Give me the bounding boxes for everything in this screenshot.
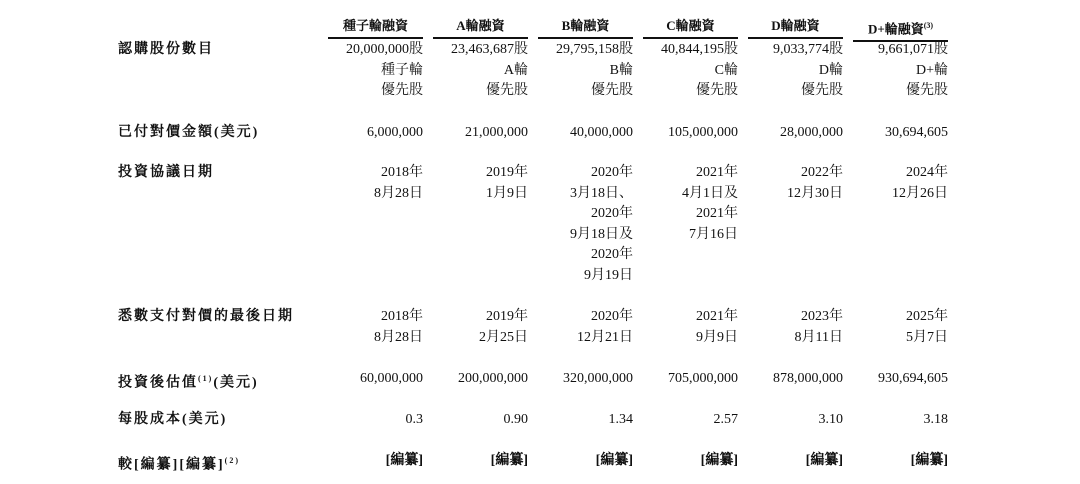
cell-line: 優先股 [486,83,528,98]
row-label-text: 每股成本(美元) [118,412,228,427]
table-cell [638,307,738,348]
cell-line: 種子輪 [381,62,423,78]
table-cell [743,307,843,348]
cell-line: 8月11日 [794,329,843,345]
cell-line: 2020年 [591,206,633,221]
table-cell [323,307,423,348]
row-label-text: 投資協議日期 [118,165,214,180]
cell-line: 9月9日 [696,329,738,345]
table-cell [638,451,738,472]
column-header [538,18,633,39]
cell-line: 優先股 [906,83,948,98]
cell-line: D+輪 [915,62,948,78]
cell-line: 23,463,687股 [451,42,528,57]
cell-line: 優先股 [696,83,738,98]
cell-line: 200,000,000 [458,371,528,386]
cell-line: 3月18日、 [570,185,633,201]
table-cell [533,163,633,286]
table-cell [533,307,633,348]
cell-line: 2025年 [906,309,948,324]
cell-line: 6,000,000 [367,125,423,140]
cell-line: 2020年 [591,309,633,324]
column-header-text: B輪融資 [561,18,610,33]
cell-line: 9,033,774股 [773,42,843,57]
table-cell [533,369,633,390]
column-header-text: A輪融資 [456,18,505,33]
table-cell [638,369,738,390]
footnote-marker: (2) [224,456,240,465]
cell-line: 0.3 [405,412,423,427]
table-cell [428,451,528,472]
cell-line: [編纂] [385,453,423,468]
cell-line: [編纂] [910,453,948,468]
column-header [748,18,843,39]
table-cell [428,410,528,431]
cell-line: 2019年 [486,165,528,180]
cell-line: 60,000,000 [360,371,423,386]
table-cell [848,40,948,102]
row-label [118,40,214,61]
table-cell [638,40,738,102]
table-cell [743,123,843,144]
cell-line: 40,844,195股 [661,42,738,57]
cell-line: 930,694,605 [878,371,948,386]
table-cell [428,40,528,102]
cell-line: 705,000,000 [668,371,738,386]
cell-line: 2023年 [801,309,843,324]
column-header-text: C輪融資 [666,18,715,33]
table-cell [533,410,633,431]
cell-line: 優先股 [381,83,423,98]
cell-line: [編纂] [490,453,528,468]
cell-line: 3.18 [923,412,948,427]
table-cell [638,123,738,144]
row-label [118,163,214,184]
table-cell [743,451,843,472]
cell-line: 878,000,000 [773,371,843,386]
cell-line: 105,000,000 [668,125,738,140]
cell-line: 8月28日 [374,329,423,345]
cell-line: 7月16日 [689,226,738,242]
row-label-text: 已付對價金額(美元) [118,125,260,140]
table-cell [848,410,948,431]
table-cell [743,410,843,431]
row-label [118,307,294,328]
cell-line: 2.57 [713,412,738,427]
footnote-marker: (1) [198,374,214,383]
table-cell [323,163,423,204]
cell-line: 2月25日 [479,329,528,345]
row-label-text: 投資後估值 [118,375,198,391]
cell-line: 4月1日及 [682,185,738,201]
cell-line: 20,000,000股 [346,42,423,57]
column-header-text: D+輪融資 [867,21,924,37]
row-label-text: 較[編纂][編纂] [118,457,225,473]
table-cell [848,307,948,348]
column-header [853,18,948,42]
row-label-text: 認購股份數目 [118,42,214,57]
cell-line: 1月9日 [486,185,528,201]
cell-line: 2018年 [381,165,423,180]
table-cell [323,451,423,472]
cell-line: [編纂] [700,453,738,468]
table-cell [743,163,843,204]
cell-line: 0.90 [503,412,528,427]
cell-line: 2021年 [696,206,738,221]
cell-line: 2021年 [696,165,738,180]
cell-line: [編纂] [595,453,633,468]
row-label-text: 悉數支付對價的最後日期 [118,309,294,324]
cell-line: 5月7日 [906,329,948,345]
cell-line: 9,661,071股 [878,42,948,57]
column-header [328,18,423,39]
table-cell [848,369,948,390]
table-cell [428,369,528,390]
column-header [643,18,738,39]
cell-line: 2020年 [591,165,633,180]
cell-line: 21,000,000 [465,125,528,140]
table-cell [848,123,948,144]
cell-line: 30,694,605 [885,125,948,140]
row-label [118,369,259,394]
cell-line: 2020年 [591,247,633,262]
cell-line: 優先股 [591,83,633,98]
cell-line: 2022年 [801,165,843,180]
cell-line: 8月28日 [374,185,423,201]
table-cell [533,451,633,472]
table-cell [638,410,738,431]
cell-line: 12月26日 [892,185,948,201]
table-cell [848,163,948,204]
cell-line: 40,000,000 [570,125,633,140]
column-header-text: D輪融資 [771,18,820,33]
table-cell [428,307,528,348]
cell-line: D輪 [818,62,843,78]
table-cell [743,40,843,102]
row-label-suffix: (美元) [213,375,259,391]
cell-line: 29,795,158股 [556,42,633,57]
cell-line: 1.34 [608,412,633,427]
table-cell [323,40,423,102]
cell-line: 2019年 [486,309,528,324]
cell-line: 2024年 [906,165,948,180]
cell-line: 12月30日 [787,185,843,201]
cell-line: 2021年 [696,309,738,324]
cell-line: A輪 [503,62,528,78]
cell-line: B輪 [609,62,633,78]
table-cell [323,410,423,431]
table-cell [323,123,423,144]
table-cell [428,163,528,204]
cell-line: C輪 [714,62,738,78]
cell-line: 3.10 [818,412,843,427]
table-cell [743,369,843,390]
cell-line: [編纂] [805,453,843,468]
cell-line: 12月21日 [577,329,633,345]
row-label [118,410,227,431]
table-cell [323,369,423,390]
cell-line: 9月19日 [584,267,633,283]
cell-line: 2018年 [381,309,423,324]
column-header [433,18,528,39]
cell-line: 優先股 [801,83,843,98]
table-cell [533,123,633,144]
cell-line: 320,000,000 [563,371,633,386]
column-header-text: 種子輪融資 [342,18,408,33]
row-label [118,123,259,144]
footnote-marker: (3) [923,21,934,30]
row-label [118,451,240,476]
table-cell [638,163,738,245]
cell-line: 28,000,000 [780,125,843,140]
table-cell [848,451,948,472]
table-cell [533,40,633,102]
table-cell [428,123,528,144]
cell-line: 9月18日及 [570,226,633,242]
